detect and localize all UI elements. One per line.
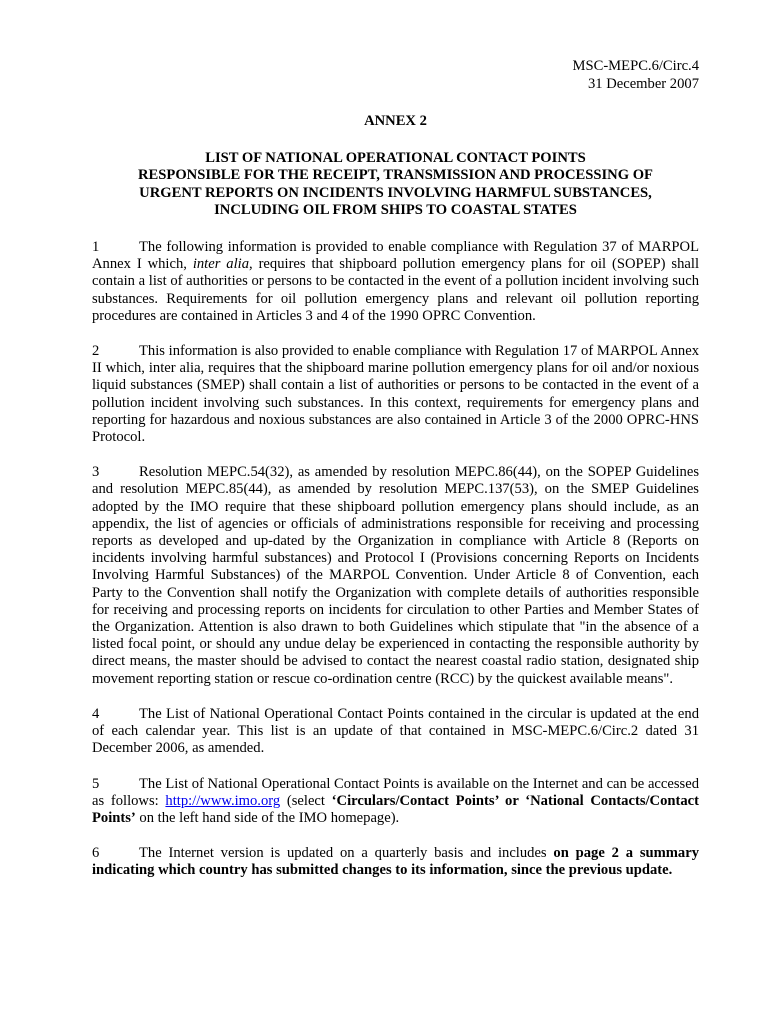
- main-title-line: URGENT REPORTS ON INCIDENTS INVOLVING HARMFUL SUBSTANCES,: [139, 184, 652, 201]
- paragraph-number: 6: [92, 845, 100, 862]
- paragraph-text: , requires that shipboard pollution emergency plans for oil (SOPEP) shall contain a list of authorities or persons to be contacted in the event of a pollution incident involving such substances. Requirements for oil pollution emergency plans and relevant oil pollution reporting procedures are contained in Articles 3 and 4 of the 1990 OPRC Convention.: [92, 256, 699, 324]
- paragraph-text: The List of National Operational Contact Points contained in the circular is updated at the end of each calendar year. This list is an update of that contained in MSC-MEPC.6/Circ.2 dated 31 December 2006, as amended.: [92, 705, 699, 757]
- paragraph-number: 2: [92, 343, 100, 360]
- imo-website-link[interactable]: http://www.imo.org: [165, 792, 281, 809]
- document-page: [92, 57, 699, 880]
- paragraph-number: 4: [92, 705, 100, 722]
- main-title-line: LIST OF NATIONAL OPERATIONAL CONTACT POINTS: [205, 150, 586, 167]
- paragraph-text: Resolution MEPC.54(32), as amended by resolution MEPC.86(44), on the SOPEP Guidelines and resolution MEPC.85(44), as amended by resolution MEPC.137(53), on the SMEP Guidelines adopted by the IMO require that these shipboard pollution emergency plans should include, as an appendix, the list of agencies or officials of administrations responsible for receiving and processing reports as developed and up-dated by the Organization in compliance with Article 8 (Reports on incidents involving harmful substances) and Protocol I (Provisions concerning Reports on Incidents Involving Harmful Substances) of the MARPOL Convention. Under Article 8 of Convention, each Party to the Convention shall notify the Organization with complete details of authorities responsible for receiving and processing reports on incidents for circulation to other Parties and Member States of the Organization. Attention is also drawn to both Guidelines which stipulate that "in the absence of a listed focal point, or should any undue delay be experienced in contacting the responsible authority by direct means, the master should be advised to contact the nearest coastal radio station, designated ship movement reporting station or rescue co-ordination centre (RCC) by the quickest available means".: [92, 464, 699, 687]
- paragraph-text: The List of National Operational Contact Points is available on the Internet and can be accessed as follows:: [92, 775, 699, 809]
- paragraph-bold-text: on page 2 a summary indicating which country has submitted changes to its information, since the previous update.: [92, 845, 700, 879]
- paragraph-number: 3: [92, 464, 100, 481]
- paragraph-bold-text: ‘Circulars/Contact Points’ or ‘National Contacts/Contact Points’: [92, 792, 699, 826]
- paragraph-italic-text: inter alia: [192, 256, 250, 273]
- paragraph-2: [92, 343, 699, 446]
- paragraph-number: 5: [92, 775, 100, 792]
- annex-title: ANNEX 2: [364, 113, 427, 129]
- paragraph-3: [92, 464, 699, 688]
- paragraph-text: The following information is provided to enable compliance with Regulation 37 of MARPOL Annex I which,: [92, 239, 699, 273]
- paragraph-text: on the left hand side of the IMO homepage).: [135, 809, 400, 826]
- paragraph-1: [92, 239, 699, 325]
- paragraph-text: The Internet version is updated on a quarterly basis and includes: [139, 845, 554, 862]
- main-title: [92, 150, 699, 219]
- paragraph-number: 1: [92, 239, 100, 256]
- paragraph-6: [92, 845, 699, 879]
- main-title-line: INCLUDING OIL FROM SHIPS TO COASTAL STATES: [214, 201, 577, 218]
- document-reference: MSC-MEPC.6/Circ.4: [572, 58, 699, 74]
- paragraph-5: [92, 776, 699, 828]
- paragraph-text: (select: [280, 792, 332, 809]
- paragraph-text: This information is also provided to enable compliance with Regulation 17 of MARPOL Annex II which, inter alia, requires that the shipboard marine pollution emergency plans for oil and/or noxious liquid substances (SMEP) shall contain a list of authorities or persons to be contacted in the event of a pollution incident involving such substances. In this context, requirements for emergency plans and reporting for hazardous and noxious substances are also contained in Article 3 of the 2000 OPRC-HNS Protocol.: [92, 343, 699, 446]
- paragraph-4: [92, 706, 699, 758]
- document-header: [92, 57, 699, 93]
- document-date: 31 December 2007: [587, 76, 699, 92]
- main-title-line: RESPONSIBLE FOR THE RECEIPT, TRANSMISSION AND PROCESSING OF: [138, 167, 653, 184]
